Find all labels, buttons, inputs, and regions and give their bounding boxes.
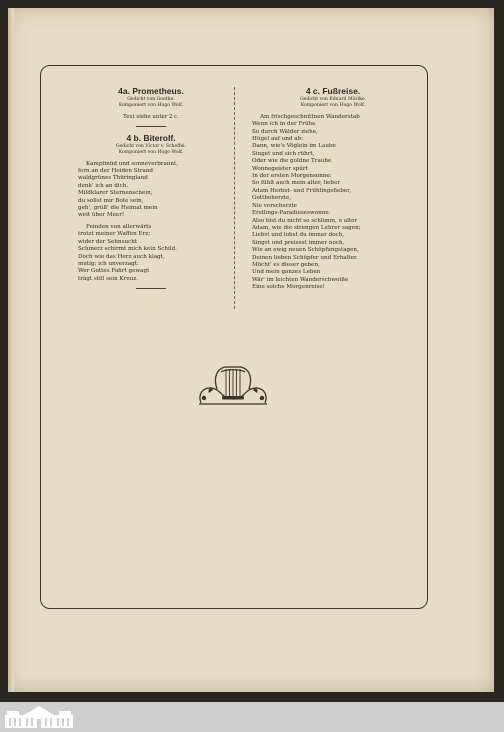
poet-credit: Gedicht von Eduard Mörike. xyxy=(299,97,367,102)
poem-line: Nie verscherzte xyxy=(252,202,298,209)
left-column xyxy=(78,86,224,295)
lyre-ornament-icon xyxy=(195,363,271,409)
poem-line: Doch wie das Herz auch klagt, xyxy=(78,253,165,260)
composer-credit: Komponiert von Hugo Wolf. xyxy=(300,103,366,109)
poem-line: Singst und preisest immer noch, xyxy=(252,239,345,246)
poem-line: weit über Meer! xyxy=(78,212,125,219)
poem-line: Am frischgeschnittnen Wanderstab xyxy=(260,113,360,120)
closing-rule xyxy=(136,288,166,289)
poem-line: Also bist du nicht so schlimm, o alter xyxy=(252,217,358,224)
poem-line: Möcht' es dieser geben, xyxy=(252,261,320,268)
poem-line: Wer Gottes Fahrt gewagt xyxy=(78,268,150,275)
poem-line: Feinden von allerwärts xyxy=(86,223,152,230)
right-column xyxy=(252,86,414,292)
poem-line: Hügel auf und ab: xyxy=(252,136,304,143)
viewer-footer-strip xyxy=(0,702,504,732)
poem-line: Wie an ewig neuen Schöpfungstagen, xyxy=(252,247,359,254)
poem-line: Gottbeherzte, xyxy=(252,195,292,202)
poem-line: Wär' im leichten Wanderschweiße xyxy=(252,276,349,283)
section-rule xyxy=(136,126,166,127)
poem-line: Erstlings-Paradieseswonne. xyxy=(252,210,331,217)
poem-line: In der ersten Morgensonne: xyxy=(252,173,332,180)
poem-line: So fühlt auch mein alter, lieber xyxy=(252,180,341,187)
poem-line: fern an der Heiden Strand xyxy=(78,168,154,175)
poem-line: denk' ich an dich. xyxy=(78,182,129,189)
poem-line: Schmerz schirmt mich kein Schild. xyxy=(78,246,177,253)
poem-line: Wenn ich in der Frühe xyxy=(252,121,316,128)
poem-line: geh', grüß' die Heimat mein xyxy=(78,205,158,212)
poem-line: Kampfmüd und sonneverbrannt, xyxy=(86,160,179,167)
page-gutter xyxy=(8,8,14,692)
poem-line: wider der Sehnsucht xyxy=(78,238,138,245)
column-divider xyxy=(234,87,235,309)
text-reference-note: Text siehe unter 2 c. xyxy=(123,113,179,120)
poem-biterolf xyxy=(78,161,224,284)
poem-line: mutig; ich unverzagt: xyxy=(78,260,139,267)
poet-credit: Gedicht von Goethe. xyxy=(127,97,175,102)
poem-line: Singet und sich rührt, xyxy=(252,150,315,157)
poem-fussreise xyxy=(252,114,414,292)
section-title-biterolf: 4 b. Biterolf. xyxy=(126,132,176,143)
poem-line: Deinen lieben Schöpfer und Erhalter. xyxy=(252,254,358,261)
poem-line: trotzt meiner Waffen Erz; xyxy=(78,231,151,238)
poem-line: Oder wie die goldne Traube xyxy=(252,158,332,165)
section-title-fussreise: 4 c. Fußreise. xyxy=(305,86,361,96)
composer-credit: Komponiert von Hugo Wolf. xyxy=(118,150,184,156)
poet-credit: Gedicht von Victor v. Scheffel. xyxy=(115,143,187,149)
library-building-logo-icon xyxy=(4,704,74,730)
poem-line: Und mein ganzes Leben xyxy=(252,269,321,276)
poem-line: Dann, wie's Vöglein im Laube xyxy=(252,143,336,150)
poem-line: So durch Wälder ziehe, xyxy=(252,128,318,135)
poem-line: Wonnegeister spürt xyxy=(252,165,308,172)
composer-credit: Komponiert von Hugo Wolf. xyxy=(118,103,184,109)
poem-line: waldgrünes Thüringland xyxy=(78,175,148,182)
section-title-prometheus: 4a. Prometheus. xyxy=(118,86,184,96)
poem-line: Mildklarer Sternenschein, xyxy=(78,190,153,197)
poem-line: Liebst und lobst du immer doch, xyxy=(252,232,345,239)
poem-line: du sollst mir Bote sein, xyxy=(78,197,144,204)
poem-line: Adam Herbst- und Frühlingsfieber, xyxy=(252,187,351,194)
poem-line: Adam, wie die strengen Lehrer sagen; xyxy=(252,224,361,231)
poem-line: Eine solche Morgenreise! xyxy=(252,284,325,291)
poem-line: trägt still sein Kreuz. xyxy=(78,275,138,282)
